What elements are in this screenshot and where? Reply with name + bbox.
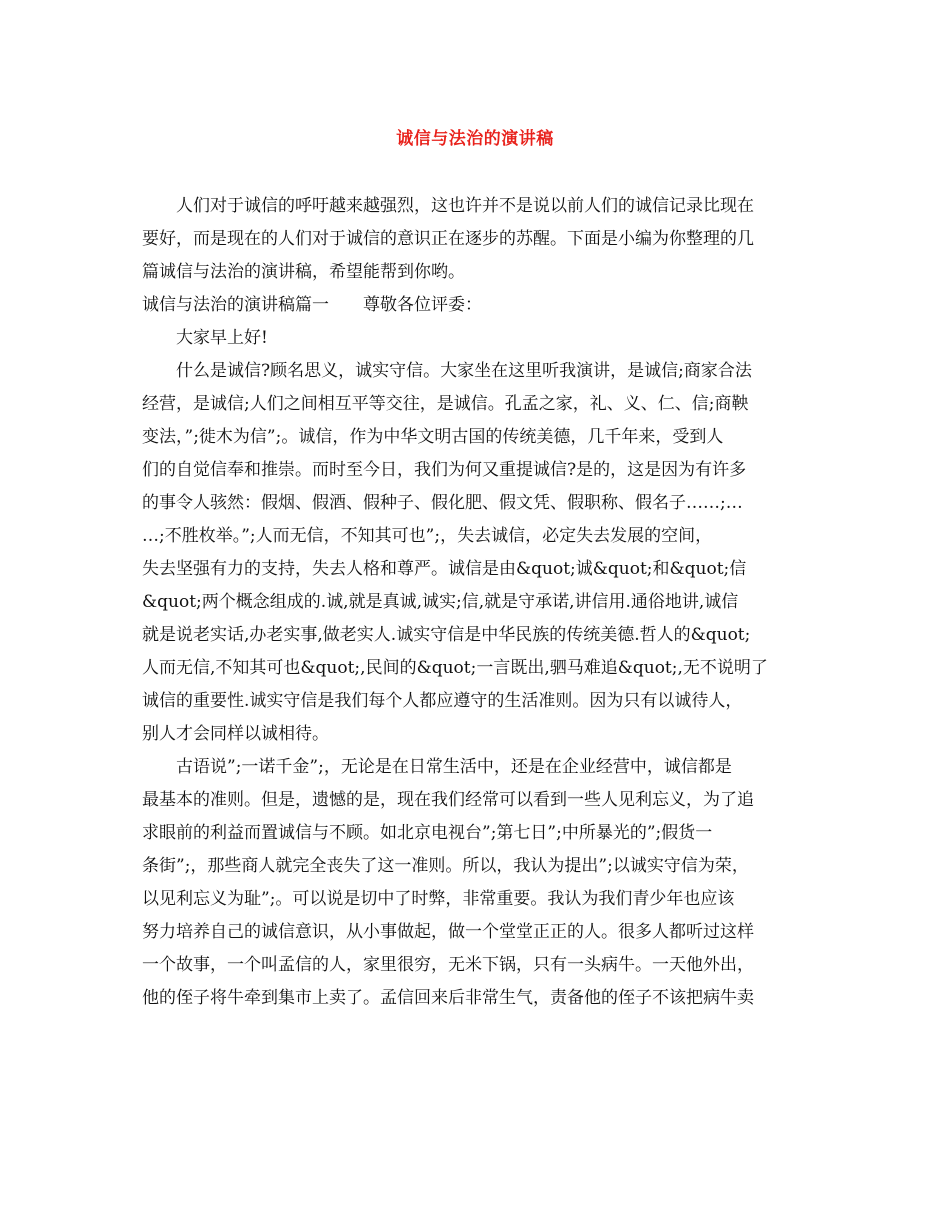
text-line: 以见利忘义为耻”;。可以说是切中了时弊，非常重要。我认为我们青少年也应该 <box>142 889 735 909</box>
text-line: 什么是诚信?顾名思义，诚实守信。大家坐在这里听我演讲，是诚信;商家合法 <box>176 361 752 381</box>
text-line: 变法，”;徙木为信”;。诚信，作为中华文明古国的传统美德，几千年来，受到人 <box>142 427 724 447</box>
text-line: 失去坚强有力的支持，失去人格和尊严。诚信是由&quot;诚&quot;和&quot;信 <box>142 559 747 579</box>
text-line: 人们对于诚信的呼吁越来越强烈，这也许并不是说以前人们的诚信记录比现在 <box>176 196 754 216</box>
text-line: 最基本的准则。但是，遗憾的是，现在我们经常可以看到一些人见利忘义，为了追 <box>142 790 754 810</box>
text-line: 经营，是诚信;人们之间相互平等交往，是诚信。孔孟之家，礼、义、仁、信;商鞅 <box>142 394 749 414</box>
text-line: 人而无信,不知其可也&quot;,民间的&quot;一言既出,驷马难追&quot;,无不说明了 <box>142 658 768 678</box>
text-line: &quot;两个概念组成的.诚,就是真诚,诚实;信,就是守承诺,讲信用.通俗地讲,诚信 <box>142 592 739 612</box>
text-line: 努力培养自己的诚信意识，从小事做起，做一个堂堂正正的人。很多人都听过这样 <box>142 922 754 942</box>
section-heading-line: 诚信与法治的演讲稿篇一 尊敬各位评委： <box>142 295 482 315</box>
text-line: 们的自觉信奉和推崇。而时至今日，我们为何又重提诚信?是的，这是因为有许多 <box>142 460 747 480</box>
text-line: 诚信的重要性.诚实守信是我们每个人都应遵守的生活准则。因为只有以诚待人， <box>142 691 743 711</box>
text-line: 条街”;，那些商人就完全丧失了这一准则。所以，我认为提出”;以诚实守信为荣， <box>142 856 749 876</box>
text-line: 求眼前的利益而置诚信与不顾。如北京电视台”;第七日”;中所暴光的”;假货一 <box>142 823 713 843</box>
text-line: 古语说”;一诺千金”;，无论是在日常生活中，还是在企业经营中，诚信都是 <box>176 757 732 777</box>
text-line: …;不胜枚举。”;人而无信，不知其可也”;，失去诚信，必定失去发展的空间， <box>142 526 713 546</box>
text-line: 篇诚信与法治的演讲稿，希望能帮到你哟。 <box>142 262 465 282</box>
text-line: 就是说老实话,办老实事,做老实人.诚实守信是中华民族的传统美德.哲人的&quot; <box>142 625 751 645</box>
text-line: 别人才会同样以诚相待。 <box>142 724 329 744</box>
document-title: 诚信与法治的演讲稿 <box>396 129 554 149</box>
document-body <box>142 190 814 1015</box>
text-line: 要好，而是现在的人们对于诚信的意识正在逐步的苏醒。下面是小编为你整理的几 <box>142 229 754 249</box>
text-line: 的事令人骇然：假烟、假酒、假种子、假化肥、假文凭、假职称、假名子……;… <box>142 493 743 513</box>
greeting-line: 大家早上好! <box>176 328 268 348</box>
text-line: 他的侄子将牛牵到集市上卖了。孟信回来后非常生气，责备他的侄子不该把病牛卖 <box>142 988 754 1008</box>
text-line: 一个故事，一个叫孟信的人，家里很穷，无米下锅，只有一头病牛。一天他外出， <box>142 955 754 975</box>
